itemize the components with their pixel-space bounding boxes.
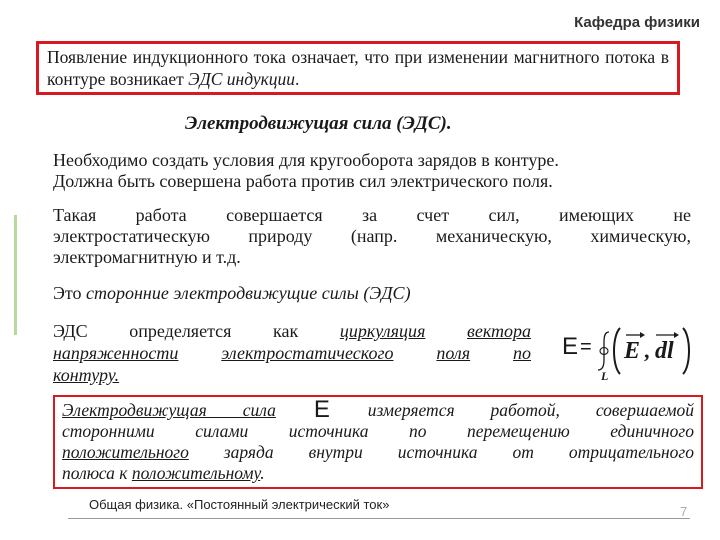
paragraph-line: электромагнитную и т.д. bbox=[53, 247, 241, 267]
term-electrostatic: электростатического bbox=[221, 343, 394, 363]
emf-formula bbox=[560, 320, 700, 382]
term-circulation: циркуляция bbox=[339, 321, 426, 341]
intro-text: Появление индукционного тока означает, что при изменении магнитного потока в контуре возникает bbox=[47, 47, 669, 89]
right-paren-icon bbox=[683, 328, 689, 374]
term-along: по bbox=[513, 343, 532, 363]
side-decor-rule bbox=[14, 215, 17, 335]
formula-comma: , bbox=[644, 338, 650, 363]
paragraph-line: Необходимо создать условия для кругооборота зарядов в контуре. bbox=[53, 150, 559, 170]
paragraph-line: электростатическую природу (напр. механическую, химическую, bbox=[53, 226, 691, 246]
formula-emf-symbol: E bbox=[562, 333, 579, 360]
paragraph-text: ЭДС определяется как bbox=[53, 321, 340, 341]
emf-definition-box bbox=[53, 395, 703, 489]
definition-text: . bbox=[260, 463, 265, 483]
footer-divider bbox=[68, 518, 690, 519]
intro-emf-term: ЭДС индукции bbox=[188, 69, 296, 89]
paragraph-text: Это bbox=[53, 283, 87, 303]
term-strength: напряженности bbox=[53, 343, 179, 363]
intro-box bbox=[36, 41, 680, 95]
term-field: поля bbox=[436, 343, 471, 363]
paragraph-line: Должна быть совершена работа против сил электрического поля. bbox=[53, 171, 553, 191]
footer-course-title: Общая физика. «Постоянный электрический ток» bbox=[89, 497, 390, 512]
paragraph-circulation-conditions bbox=[53, 150, 691, 192]
term-emf: Электродвижущая сила bbox=[62, 400, 276, 420]
formula-field-vector: E bbox=[624, 338, 641, 364]
formula-equals: = bbox=[580, 336, 592, 358]
formula-length-vector: dl bbox=[655, 338, 674, 364]
term-positive: положительного bbox=[62, 442, 189, 462]
formula-contour-subscript: L bbox=[601, 369, 609, 382]
intro-period: . bbox=[295, 69, 300, 89]
definition-line: сторонними силами источника по перемещению единичного bbox=[62, 421, 694, 441]
paragraph-emf-definition bbox=[53, 320, 531, 386]
paragraph-line bbox=[53, 365, 119, 385]
paragraph-line: Такая работа совершается за счет сил, имеющих не bbox=[53, 205, 691, 225]
definition-text: заряда внутри источника от отрицательного bbox=[188, 442, 694, 462]
vector-arrowhead-dl-icon bbox=[674, 332, 679, 338]
term-contour: контуру. bbox=[53, 365, 120, 385]
definition-text: полюса к bbox=[62, 463, 132, 483]
definition-line bbox=[62, 442, 694, 463]
paragraph-external-forces bbox=[53, 283, 691, 304]
paragraph-line bbox=[53, 320, 531, 342]
external-emf-term: сторонние электродвижущие силы (ЭДС) bbox=[86, 283, 411, 303]
section-subtitle: Электродвижущая сила (ЭДС). bbox=[185, 113, 452, 134]
paragraph-line bbox=[53, 342, 531, 364]
department-header: Кафедра физики bbox=[574, 14, 700, 31]
paragraph-work-nature bbox=[53, 205, 691, 268]
term-vector: вектора bbox=[467, 321, 531, 341]
definition-line bbox=[62, 396, 694, 423]
term-positive-pole: положительному bbox=[131, 463, 261, 483]
definition-line bbox=[62, 463, 265, 483]
emf-symbol: E bbox=[313, 396, 330, 423]
page-number: 7 bbox=[680, 504, 688, 519]
left-paren-icon bbox=[614, 328, 620, 374]
definition-text: измеряется работой, совершаемой bbox=[331, 400, 694, 420]
